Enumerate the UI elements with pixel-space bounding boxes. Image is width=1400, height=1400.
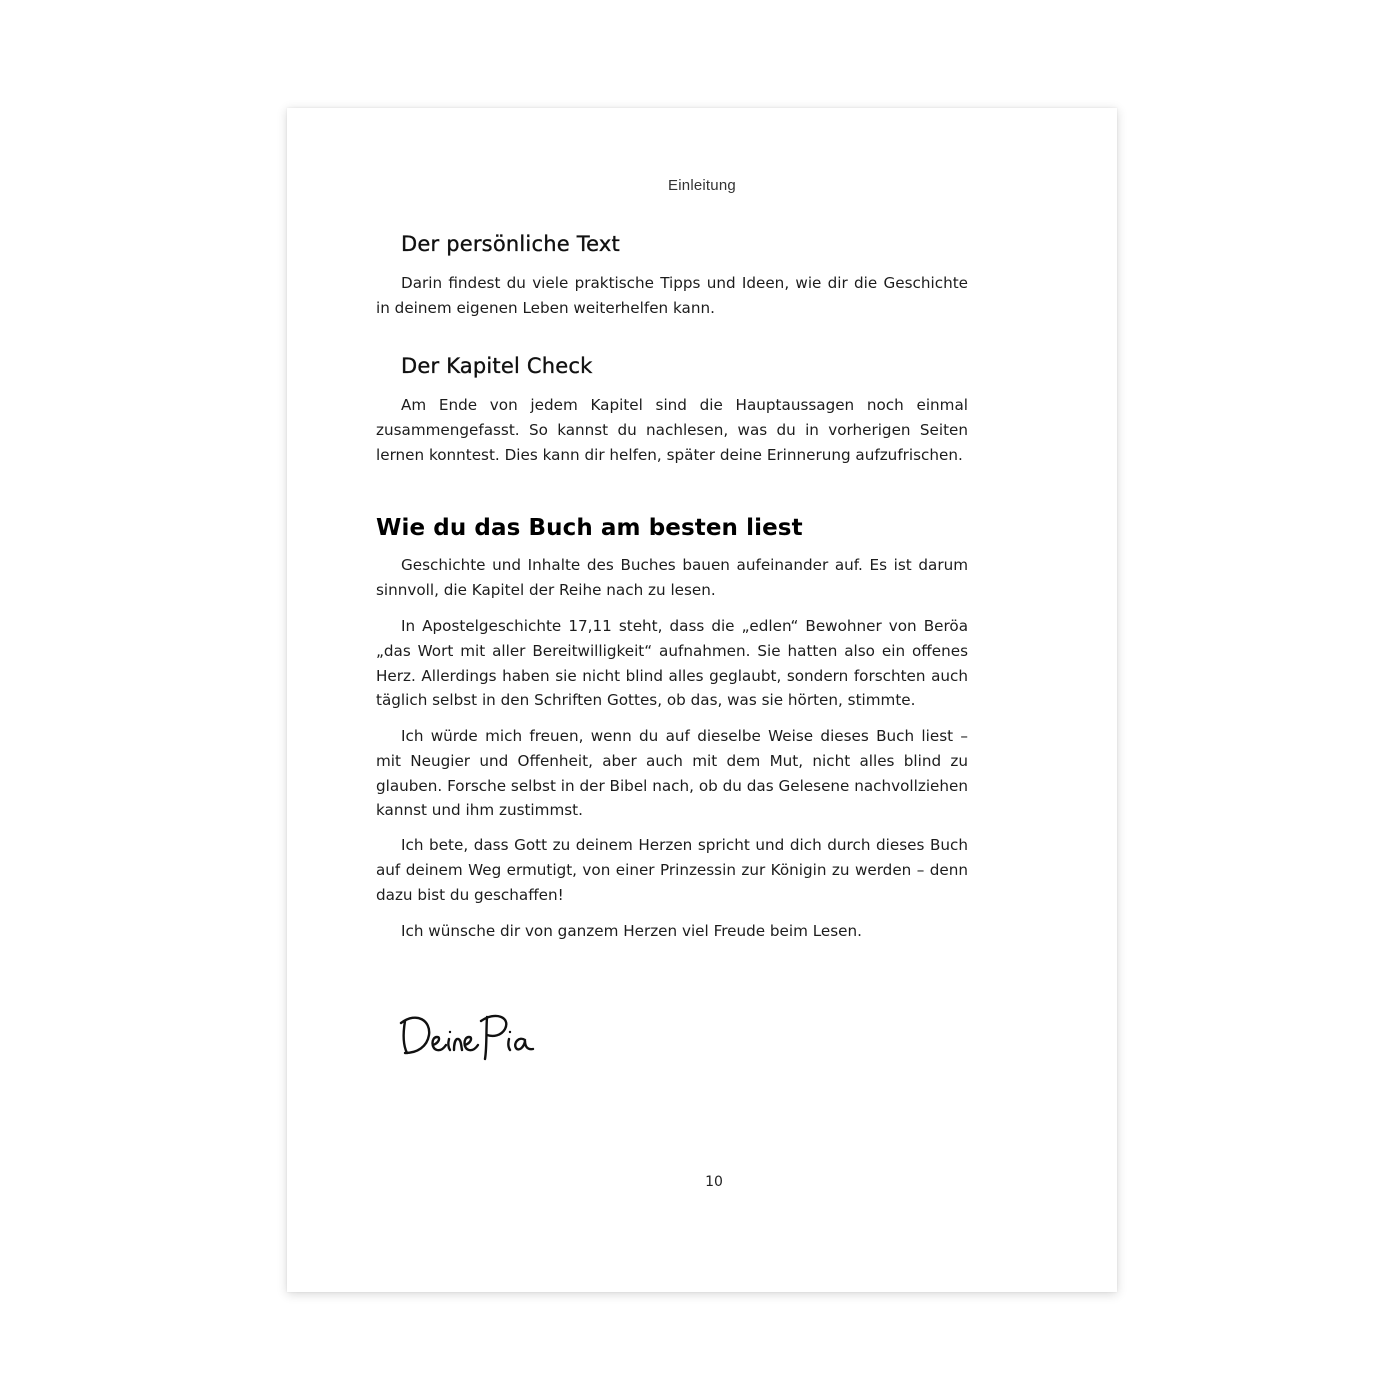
paragraph: Ich wünsche dir von ganzem Herzen viel Freude beim Lesen. [401,922,862,940]
paragraph: Darin findest du viele praktische Tipps und Ideen, wie dir die Geschichte in deinem eigenen Leben weiterhelfen kann. [376,274,968,317]
paragraph: Ich würde mich freuen, wenn du auf dieselbe Weise dieses Buch liest – mit Neugier und Offenheit, aber auch mit dem Mut, nicht alles blind zu glauben. Forsche selbst in der Bibel nach, ob du das Gelesene nachvollziehen kannst und ihm zustimmst. [376,727,968,820]
section-heading-chapter-check: Der Kapitel Check [401,354,593,378]
book-page [287,108,1117,1292]
section-heading-how-to-read: Wie du das Buch am besten liest [376,515,803,541]
paragraph: Geschichte und Inhalte des Buches bauen aufeinander auf. Es ist darum sinnvoll, die Kapitel der Reihe nach zu lesen. [376,556,968,599]
handwritten-signature [397,1003,547,1063]
page-number: 10 [705,1174,723,1190]
paragraph: In Apostelgeschichte 17,11 steht, dass die „edlen“ Bewohner von Beröa „das Wort mit aller Bereitwilligkeit“ aufnahmen. Sie hatten also ein offenes Herz. Allerdings haben sie nicht blind alles geglaubt, sondern forschten auch täglich selbst in den Schriften Gottes, ob das, was sie hörten, stimmte. [376,617,968,710]
paragraph: Ich bete, dass Gott zu deinem Herzen spricht und dich durch dieses Buch auf deinem Weg ermutigt, von einer Prinzessin zur Königin zu werden – denn dazu bist du geschaffen! [376,836,968,904]
running-head: Einleitung [668,177,736,194]
paragraph: Am Ende von jedem Kapitel sind die Hauptaussagen noch einmal zusammengefasst. So kannst du nachlesen, was du in vorherigen Seiten lernen konntest. Dies kann dir helfen, später deine Erinnerung aufzufrischen. [376,396,968,464]
section-heading-personal-text: Der persönliche Text [401,232,620,256]
